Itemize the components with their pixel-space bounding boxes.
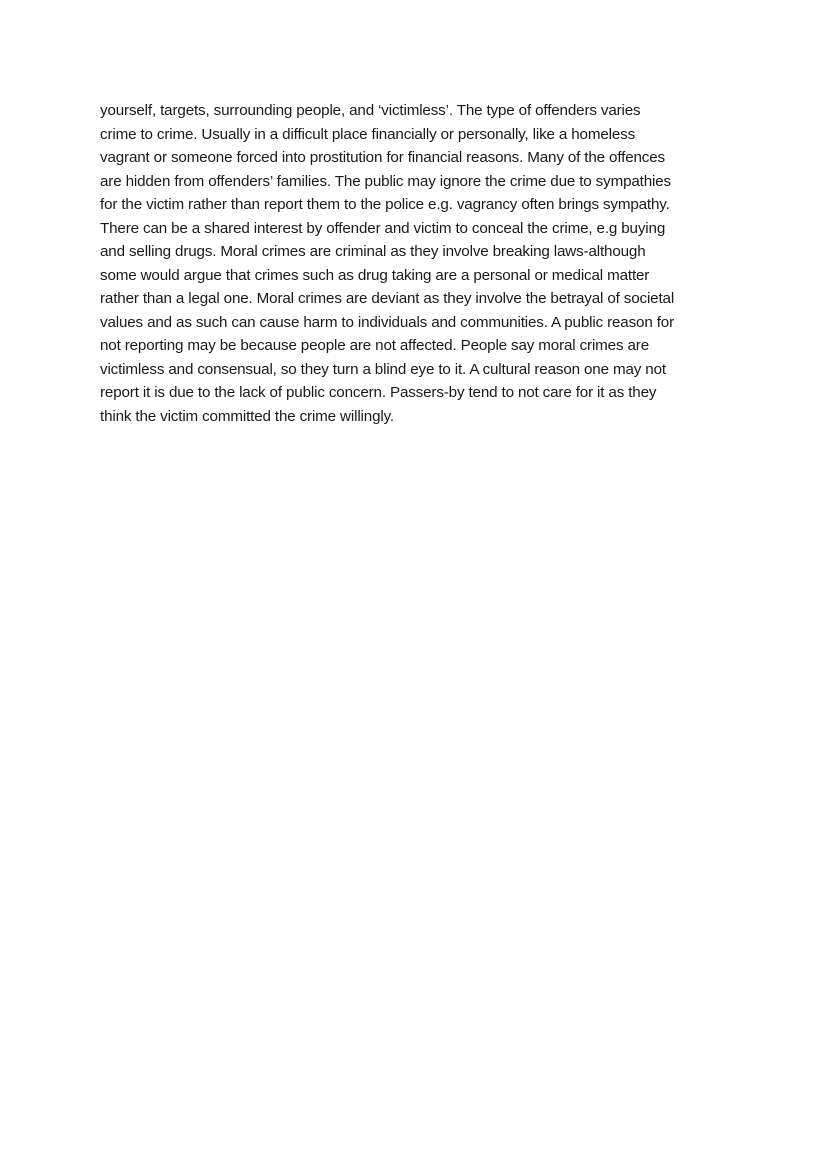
- paragraph-line: report it is due to the lack of public concern. Passers-by tend to not care for it as they: [100, 384, 657, 401]
- paragraph-line: values and as such can cause harm to individuals and communities. A public reason for: [100, 313, 674, 331]
- paragraph-line: for the victim rather than report them to the police e.g. vagrancy often brings sympathy.: [100, 196, 670, 213]
- paragraph-line: are hidden from offenders’ families. The public may ignore the crime due to sympathies: [100, 172, 671, 190]
- paragraph-line: think the victim committed the crime willingly.: [100, 407, 394, 425]
- paragraph-line: not reporting may be because people are not affected. People say moral crimes are: [100, 337, 649, 354]
- paragraph-line: vagrant or someone forced into prostitution for financial reasons. Many of the offences: [100, 149, 665, 166]
- paragraph-line: There can be a shared interest by offender and victim to conceal the crime, e.g buying: [100, 219, 666, 237]
- paragraph-line: some would argue that crimes such as drug taking are a personal or medical matter: [100, 266, 650, 284]
- paragraph-line: rather than a legal one. Moral crimes are deviant as they involve the betrayal of societal: [100, 290, 675, 307]
- paragraph-line: yourself, targets, surrounding people, and ‘victimless’. The type of offenders varies: [100, 102, 641, 119]
- paragraph-line: and selling drugs. Moral crimes are criminal as they involve breaking laws-although: [100, 243, 646, 260]
- paragraph-line: victimless and consensual, so they turn a blind eye to it. A cultural reason one may not: [100, 360, 666, 378]
- paragraph-line: crime to crime. Usually in a difficult place financially or personally, like a homeless: [100, 125, 636, 143]
- body-paragraph: [100, 99, 740, 428]
